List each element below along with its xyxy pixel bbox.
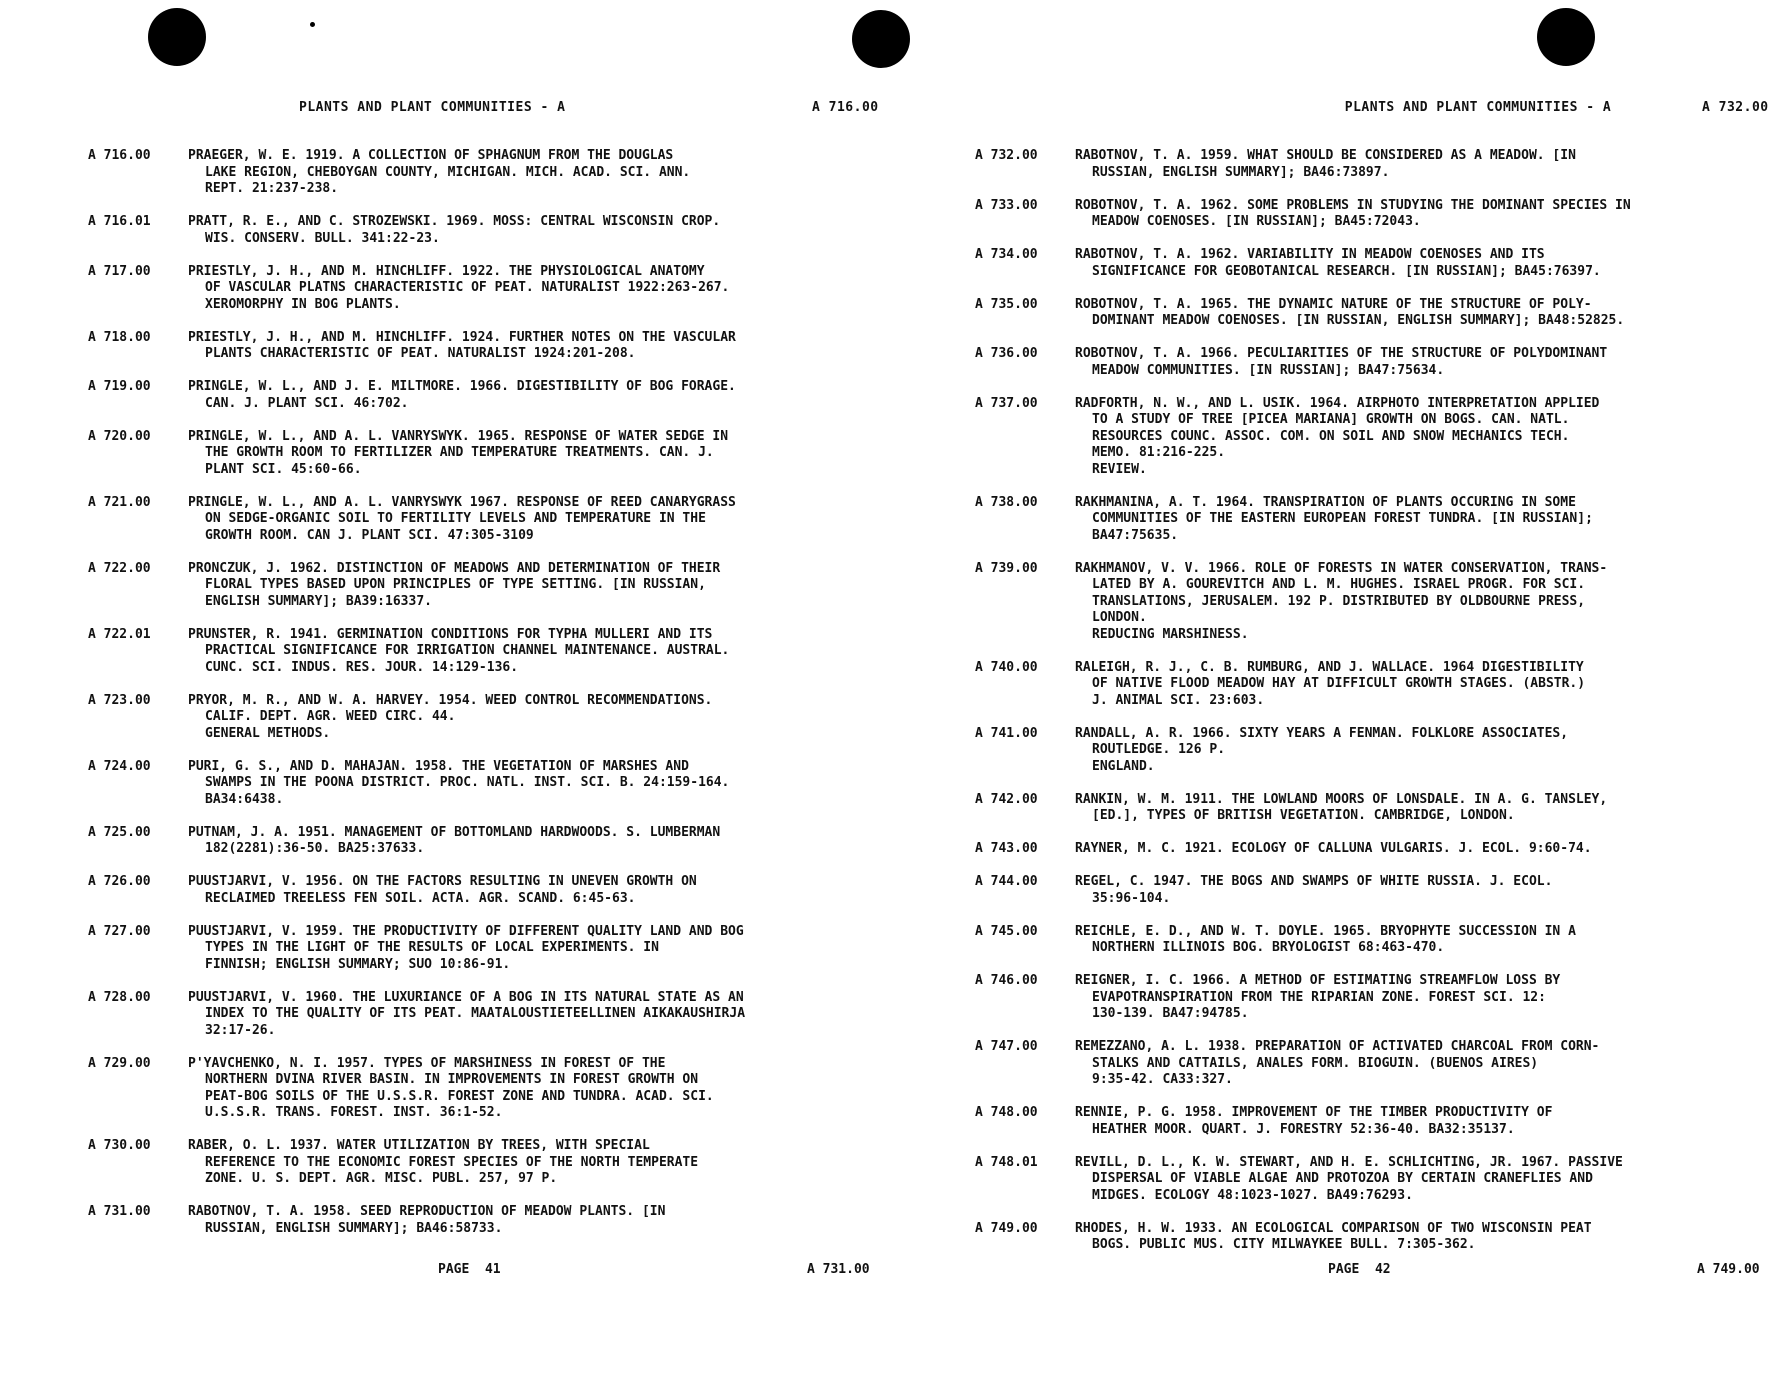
- bibliography-entry: [88, 825, 890, 858]
- bibliography-entry: [975, 561, 1777, 644]
- bibliography-entry: [88, 264, 890, 314]
- entry-number: A 748.00: [975, 1105, 1038, 1120]
- citation-line: ENGLISH SUMMARY]; BA39:16337.: [205, 593, 432, 609]
- entry-number: A 716.01: [88, 214, 151, 229]
- citation-line: ROBOTNOV, T. A. 1966. PECULIARITIES OF THE STRUCTURE OF POLYDOMINANT: [1075, 346, 1608, 361]
- entry-citation: [1075, 874, 1777, 907]
- entry-citation: [1075, 924, 1777, 957]
- entry-citation: [1075, 660, 1777, 710]
- punch-hole: [1537, 8, 1595, 66]
- entry-citation: [188, 495, 890, 545]
- citation-line: PRINGLE, W. L., AND A. L. VANRYSWYK. 1965. RESPONSE OF WATER SEDGE IN: [188, 428, 729, 444]
- bibliography-entry: [975, 495, 1777, 545]
- entry-citation: [188, 214, 890, 247]
- citation-line: PRIESTLY, J. H., AND M. HINCHLIFF. 1922. THE PHYSIOLOGICAL ANATOMY: [188, 263, 705, 279]
- entry-citation: [1075, 495, 1777, 545]
- page-header-code: A 732.00: [1702, 100, 1769, 115]
- citation-line: RALEIGH, R. J., C. B. RUMBURG, AND J. WALLACE. 1964 DIGESTIBILITY: [1075, 659, 1584, 675]
- citation-line: WIS. CONSERV. BULL. 341:22-23.: [205, 230, 440, 246]
- entry-number: A 746.00: [975, 973, 1038, 988]
- citation-line: RAYNER, M. C. 1921. ECOLOGY OF CALLUNA VULGARIS. J. ECOL. 9:60-74.: [1075, 841, 1592, 856]
- speck: [310, 22, 315, 27]
- entry-number: A 726.00: [88, 874, 151, 889]
- citation-line: OF NATIVE FLOOD MEADOW HAY AT DIFFICULT GROWTH STAGES. (ABSTR.): [1092, 676, 1586, 691]
- bibliography-entry: [88, 759, 890, 809]
- bibliography-entry: [88, 148, 890, 198]
- citation-line: ROBOTNOV, T. A. 1962. SOME PROBLEMS IN STUDYING THE DOMINANT SPECIES IN: [1075, 197, 1631, 213]
- page-footer-number: PAGE 41: [438, 1262, 501, 1277]
- entry-citation: [188, 627, 890, 677]
- citation-line: REPT. 21:237-238.: [205, 181, 339, 196]
- bibliography-entry: [88, 1204, 890, 1237]
- citation-line: RANDALL, A. R. 1966. SIXTY YEARS A FENMAN. FOLKLORE ASSOCIATES,: [1075, 725, 1569, 741]
- entry-number: A 718.00: [88, 329, 151, 345]
- bibliography-entry: [975, 1105, 1777, 1138]
- citation-line: REVILL, D. L., K. W. STEWART, AND H. E. SCHLICHTING, JR. 1967. PASSIVE: [1075, 1154, 1623, 1170]
- entry-number: A 722.00: [88, 560, 151, 576]
- citation-line: P'YAVCHENKO, N. I. 1957. TYPES OF MARSHINESS IN FOREST OF THE: [188, 1055, 666, 1071]
- citation-line: BOGS. PUBLIC MUS. CITY MILWAYKEE BULL. 7:305-362.: [1092, 1237, 1476, 1252]
- entry-number: A 717.00: [88, 263, 151, 279]
- citation-line: HEATHER MOOR. QUART. J. FORESTRY 52:36-40. BA32:35137.: [1092, 1121, 1515, 1137]
- citation-line: TYPES IN THE LIGHT OF THE RESULTS OF LOCAL EXPERIMENTS. IN: [205, 940, 659, 955]
- bibliography-entry: [88, 495, 890, 545]
- citation-line: REMEZZANO, A. L. 1938. PREPARATION OF ACTIVATED CHARCOAL FROM CORN-: [1075, 1039, 1600, 1054]
- citation-line: BA47:75635.: [1092, 527, 1179, 543]
- entry-number: A 721.00: [88, 494, 151, 510]
- citation-line: PRINGLE, W. L., AND J. E. MILTMORE. 1966. DIGESTIBILITY OF BOG FORAGE.: [188, 379, 736, 394]
- entry-number: A 749.00: [975, 1220, 1038, 1236]
- entry-citation: [188, 264, 890, 314]
- citation-line: SWAMPS IN THE POONA DISTRICT. PROC. NATL. INST. SCI. B. 24:159-164.: [205, 775, 730, 790]
- entry-number: A 728.00: [88, 989, 151, 1005]
- page-header-code: A 716.00: [812, 100, 879, 115]
- entry-citation: [1075, 148, 1777, 181]
- citation-line: MEADOW COMMUNITIES. [IN RUSSIAN]; BA47:75634.: [1092, 362, 1445, 378]
- citation-line: ENGLAND.: [1092, 758, 1155, 774]
- entry-citation: [1075, 247, 1777, 280]
- citation-line: NORTHERN ILLINOIS BOG. BRYOLOGIST 68:463-470.: [1092, 940, 1445, 955]
- entry-number: A 725.00: [88, 824, 151, 840]
- bibliography-entry: [88, 379, 890, 412]
- citation-line: MIDGES. ECOLOGY 48:1023-1027. BA49:76293.: [1092, 1187, 1413, 1203]
- citation-line: TRANSLATIONS, JERUSALEM. 192 P. DISTRIBUTED BY OLDBOURNE PRESS,: [1092, 593, 1586, 609]
- citation-line: PRONCZUK, J. 1962. DISTINCTION OF MEADOWS AND DETERMINATION OF THEIR: [188, 560, 721, 576]
- citation-line: LAKE REGION, CHEBOYGAN COUNTY, MICHIGAN. MICH. ACAD. SCI. ANN.: [205, 164, 691, 180]
- entry-citation: [188, 924, 890, 974]
- entry-number: A 734.00: [975, 247, 1038, 262]
- citation-line: LONDON.: [1092, 610, 1147, 625]
- citation-line: INDEX TO THE QUALITY OF ITS PEAT. MAATALOUSTIETEELLINEN AIKAKAUSHIRJA: [205, 1006, 746, 1021]
- citation-line: 130-139. BA47:94785.: [1092, 1006, 1249, 1021]
- entry-number: A 738.00: [975, 494, 1038, 510]
- citation-line: THE GROWTH ROOM TO FERTILIZER AND TEMPERATURE TREATMENTS. CAN. J.: [205, 445, 714, 460]
- bibliography-entry: [88, 990, 890, 1040]
- citation-line: GENERAL METHODS.: [205, 725, 331, 741]
- entry-number: A 731.00: [88, 1204, 151, 1219]
- entry-list: [975, 148, 1777, 1270]
- citation-line: GROWTH ROOM. CAN J. PLANT SCI. 47:305-3109: [205, 527, 534, 543]
- entry-citation: [1075, 1221, 1777, 1254]
- entry-number: A 719.00: [88, 379, 151, 394]
- citation-line: NORTHERN DVINA RIVER BASIN. IN IMPROVEMENTS IN FOREST GROWTH ON: [205, 1072, 699, 1087]
- citation-line: RABOTNOV, T. A. 1959. WHAT SHOULD BE CONSIDERED AS A MEADOW. [IN: [1075, 148, 1576, 163]
- citation-line: PRATT, R. E., AND C. STROZEWSKI. 1969. MOSS: CENTRAL WISCONSIN CROP.: [188, 214, 721, 229]
- citation-line: PURI, G. S., AND D. MAHAJAN. 1958. THE VEGETATION OF MARSHES AND: [188, 758, 689, 774]
- entry-number: A 724.00: [88, 758, 151, 774]
- citation-line: 9:35-42. CA33:327.: [1092, 1072, 1233, 1087]
- citation-line: XEROMORPHY IN BOG PLANTS.: [205, 296, 401, 312]
- bibliography-entry: [88, 1138, 890, 1188]
- entry-citation: [188, 561, 890, 611]
- bibliography-entry: [975, 346, 1777, 379]
- citation-line: RABER, O. L. 1937. WATER UTILIZATION BY TREES, WITH SPECIAL: [188, 1138, 650, 1153]
- punch-hole: [148, 8, 206, 66]
- citation-line: REFERENCE TO THE ECONOMIC FOREST SPECIES OF THE NORTH TEMPERATE: [205, 1154, 699, 1170]
- citation-line: PUUSTJARVI, V. 1959. THE PRODUCTIVITY OF DIFFERENT QUALITY LAND AND BOG: [188, 923, 744, 939]
- bibliography-entry: [88, 330, 890, 363]
- bibliography-entry: [975, 1039, 1777, 1089]
- citation-line: RENNIE, P. G. 1958. IMPROVEMENT OF THE TIMBER PRODUCTIVITY OF: [1075, 1105, 1553, 1120]
- entry-citation: [188, 148, 890, 198]
- citation-line: RESOURCES COUNC. ASSOC. COM. ON SOIL AND SNOW MECHANICS TECH.: [1092, 428, 1570, 444]
- citation-line: RABOTNOV, T. A. 1958. SEED REPRODUCTION OF MEADOW PLANTS. [IN: [188, 1204, 666, 1219]
- bibliography-entry: [975, 924, 1777, 957]
- citation-line: ROBOTNOV, T. A. 1965. THE DYNAMIC NATURE OF THE STRUCTURE OF POLY-: [1075, 296, 1592, 312]
- bibliography-entry: [975, 297, 1777, 330]
- page-header-title: PLANTS AND PLANT COMMUNITIES - A: [299, 100, 566, 115]
- citation-line: RABOTNOV, T. A. 1962. VARIABILITY IN MEADOW COENOSES AND ITS: [1075, 247, 1545, 262]
- entry-number: A 723.00: [88, 692, 151, 708]
- entry-citation: [188, 1204, 890, 1237]
- citation-line: OF VASCULAR PLATNS CHARACTERISTIC OF PEAT. NATURALIST 1922:263-267.: [205, 280, 730, 295]
- entry-number: A 745.00: [975, 923, 1038, 939]
- bibliography-entry: [88, 874, 890, 907]
- citation-line: PRAEGER, W. E. 1919. A COLLECTION OF SPHAGNUM FROM THE DOUGLAS: [188, 148, 674, 163]
- entry-citation: [188, 874, 890, 907]
- citation-line: CALIF. DEPT. AGR. WEED CIRC. 44.: [205, 709, 456, 724]
- citation-line: [ED.], TYPES OF BRITISH VEGETATION. CAMBRIDGE, LONDON.: [1092, 808, 1515, 823]
- right-page: [895, 0, 1791, 1380]
- citation-line: RUSSIAN, ENGLISH SUMMARY]; BA46:58733.: [205, 1220, 503, 1236]
- entry-citation: [1075, 198, 1777, 231]
- entry-citation: [1075, 561, 1777, 644]
- citation-line: REDUCING MARSHINESS.: [1092, 626, 1249, 642]
- citation-line: ROUTLEDGE. 126 P.: [1092, 742, 1226, 757]
- citation-line: MEADOW COENOSES. [IN RUSSIAN]; BA45:72043.: [1092, 214, 1421, 229]
- bibliography-entry: [975, 841, 1777, 858]
- bibliography-entry: [975, 148, 1777, 181]
- citation-line: REVIEW.: [1092, 461, 1147, 477]
- citation-line: CUNC. SCI. INDUS. RES. JOUR. 14:129-136.: [205, 659, 519, 675]
- entry-number: A 740.00: [975, 659, 1038, 675]
- bibliography-entry: [975, 247, 1777, 280]
- citation-line: PRYOR, M. R., AND W. A. HARVEY. 1954. WEED CONTROL RECOMMENDATIONS.: [188, 692, 713, 708]
- citation-line: PRACTICAL SIGNIFICANCE FOR IRRIGATION CHANNEL MAINTENANCE. AUSTRAL.: [205, 643, 730, 658]
- entry-citation: [1075, 726, 1777, 776]
- entry-citation: [1075, 841, 1777, 858]
- citation-line: J. ANIMAL SCI. 23:603.: [1092, 692, 1265, 708]
- bibliography-entry: [975, 396, 1777, 479]
- entry-citation: [188, 693, 890, 743]
- citation-line: PRUNSTER, R. 1941. GERMINATION CONDITIONS FOR TYPHA MULLERI AND ITS: [188, 626, 713, 642]
- citation-line: DOMINANT MEADOW COENOSES. [IN RUSSIAN, ENGLISH SUMMARY]; BA48:52825.: [1092, 313, 1625, 328]
- entry-number: A 732.00: [975, 148, 1038, 163]
- entry-number: A 739.00: [975, 560, 1038, 576]
- citation-line: PLANT SCI. 45:60-66.: [205, 461, 362, 477]
- citation-line: REICHLE, E. D., AND W. T. DOYLE. 1965. BRYOPHYTE SUCCESSION IN A: [1075, 923, 1576, 939]
- bibliography-entry: [88, 627, 890, 677]
- citation-line: CAN. J. PLANT SCI. 46:702.: [205, 395, 409, 411]
- citation-line: RADFORTH, N. W., AND L. USIK. 1964. AIRPHOTO INTERPRETATION APPLIED: [1075, 395, 1600, 411]
- citation-line: RAKHMANOV, V. V. 1966. ROLE OF FORESTS IN WATER CONSERVATION, TRANS-: [1075, 560, 1608, 576]
- entry-number: A 733.00: [975, 197, 1038, 213]
- entry-citation: [188, 330, 890, 363]
- left-page: [0, 0, 895, 1380]
- citation-line: PUUSTJARVI, V. 1960. THE LUXURIANCE OF A BOG IN ITS NATURAL STATE AS AN: [188, 989, 744, 1005]
- entry-citation: [188, 759, 890, 809]
- page-footer-code: A 749.00: [1697, 1262, 1760, 1277]
- citation-line: RECLAIMED TREELESS FEN SOIL. ACTA. AGR. SCAND. 6:45-63.: [205, 890, 636, 906]
- citation-line: PRINGLE, W. L., AND A. L. VANRYSWYK 1967. RESPONSE OF REED CANARYGRASS: [188, 494, 736, 510]
- citation-line: DISPERSAL OF VIABLE ALGAE AND PROTOZOA BY CERTAIN CRANEFLIES AND: [1092, 1171, 1593, 1186]
- citation-line: LATED BY A. GOUREVITCH AND L. M. HUGHES. ISRAEL PROGR. FOR SCI.: [1092, 577, 1586, 592]
- bibliography-entry: [88, 561, 890, 611]
- entry-citation: [188, 379, 890, 412]
- citation-line: EVAPOTRANSPIRATION FROM THE RIPARIAN ZONE. FOREST SCI. 12:: [1092, 989, 1546, 1005]
- entry-number: A 737.00: [975, 395, 1038, 411]
- citation-line: U.S.S.R. TRANS. FOREST. INST. 36:1-52.: [205, 1105, 503, 1120]
- bibliography-entry: [88, 429, 890, 479]
- entry-citation: [1075, 1039, 1777, 1089]
- bibliography-entry: [975, 726, 1777, 776]
- entry-citation: [1075, 396, 1777, 479]
- entry-citation: [1075, 1105, 1777, 1138]
- citation-line: MEMO. 81:216-225.: [1092, 445, 1226, 460]
- citation-line: PLANTS CHARACTERISTIC OF PEAT. NATURALIST 1924:201-208.: [205, 346, 636, 361]
- entry-number: A 727.00: [88, 923, 151, 939]
- entry-number: A 722.01: [88, 626, 151, 642]
- citation-line: TO A STUDY OF TREE [PICEA MARIANA] GROWTH ON BOGS. CAN. NATL.: [1092, 412, 1570, 427]
- entry-number: A 735.00: [975, 296, 1038, 312]
- bibliography-entry: [975, 198, 1777, 231]
- citation-line: RUSSIAN, ENGLISH SUMMARY]; BA46:73897.: [1092, 164, 1390, 180]
- bibliography-entry: [88, 214, 890, 247]
- bibliography-entry: [88, 924, 890, 974]
- entry-list: [88, 148, 890, 1254]
- page-footer-number: PAGE 42: [1328, 1262, 1391, 1277]
- citation-line: PRIESTLY, J. H., AND M. HINCHLIFF. 1924. FURTHER NOTES ON THE VASCULAR: [188, 329, 736, 345]
- bibliography-entry: [975, 660, 1777, 710]
- entry-citation: [188, 429, 890, 479]
- citation-line: ON SEDGE-ORGANIC SOIL TO FERTILITY LEVELS AND TEMPERATURE IN THE: [205, 511, 706, 526]
- entry-number: A 743.00: [975, 841, 1038, 856]
- citation-line: PUTNAM, J. A. 1951. MANAGEMENT OF BOTTOMLAND HARDWOODS. S. LUMBERMAN: [188, 824, 721, 840]
- citation-line: COMMUNITIES OF THE EASTERN EUROPEAN FOREST TUNDRA. [IN RUSSIAN];: [1092, 511, 1593, 526]
- page-footer-code: A 731.00: [807, 1262, 870, 1277]
- citation-line: REIGNER, I. C. 1966. A METHOD OF ESTIMATING STREAMFLOW LOSS BY: [1075, 973, 1561, 988]
- bibliography-entry: [88, 693, 890, 743]
- entry-citation: [188, 825, 890, 858]
- entry-number: A 744.00: [975, 874, 1038, 889]
- bibliography-entry: [975, 792, 1777, 825]
- entry-number: A 730.00: [88, 1138, 151, 1153]
- entry-citation: [1075, 346, 1777, 379]
- citation-line: STALKS AND CATTAILS, ANALES FORM. BIOGUIN. (BUENOS AIRES): [1092, 1055, 1539, 1071]
- citation-line: FLORAL TYPES BASED UPON PRINCIPLES OF TYPE SETTING. [IN RUSSIAN,: [205, 577, 706, 592]
- citation-line: 182(2281):36-50. BA25:37633.: [205, 841, 425, 856]
- entry-citation: [1075, 792, 1777, 825]
- bibliography-entry: [88, 1056, 890, 1122]
- citation-line: BA34:6438.: [205, 791, 284, 807]
- citation-line: PEAT-BOG SOILS OF THE U.S.S.R. FOREST ZONE AND TUNDRA. ACAD. SCI.: [205, 1088, 714, 1104]
- page-header-title: PLANTS AND PLANT COMMUNITIES - A: [1344, 100, 1612, 115]
- citation-line: PUUSTJARVI, V. 1956. ON THE FACTORS RESULTING IN UNEVEN GROWTH ON: [188, 874, 697, 889]
- entry-citation: [188, 990, 890, 1040]
- entry-citation: [1075, 973, 1777, 1023]
- entry-number: A 720.00: [88, 428, 151, 444]
- citation-line: REGEL, C. 1947. THE BOGS AND SWAMPS OF WHITE RUSSIA. J. ECOL.: [1075, 874, 1553, 889]
- bibliography-entry: [975, 1155, 1777, 1205]
- entry-number: A 729.00: [88, 1055, 151, 1071]
- entry-number: A 741.00: [975, 725, 1038, 741]
- citation-line: FINNISH; ENGLISH SUMMARY; SUO 10:86-91.: [205, 956, 511, 972]
- entry-citation: [188, 1056, 890, 1122]
- entry-citation: [188, 1138, 890, 1188]
- citation-line: RHODES, H. W. 1933. AN ECOLOGICAL COMPARISON OF TWO WISCONSIN PEAT: [1075, 1220, 1592, 1236]
- entry-citation: [1075, 297, 1777, 330]
- entry-number: A 747.00: [975, 1039, 1038, 1054]
- citation-line: 32:17-26.: [205, 1022, 276, 1038]
- entry-number: A 736.00: [975, 346, 1038, 361]
- citation-line: ZONE. U. S. DEPT. AGR. MISC. PUBL. 257, 97 P.: [205, 1171, 558, 1186]
- entry-citation: [1075, 1155, 1777, 1205]
- citation-line: RAKHMANINA, A. T. 1964. TRANSPIRATION OF PLANTS OCCURING IN SOME: [1075, 494, 1576, 510]
- citation-line: SIGNIFICANCE FOR GEOBOTANICAL RESEARCH. [IN RUSSIAN]; BA45:76397.: [1092, 263, 1601, 279]
- entry-number: A 716.00: [88, 148, 151, 163]
- entry-number: A 742.00: [975, 791, 1038, 807]
- citation-line: 35:96-104.: [1092, 890, 1171, 906]
- citation-line: RANKIN, W. M. 1911. THE LOWLAND MOORS OF LONSDALE. IN A. G. TANSLEY,: [1075, 791, 1608, 807]
- bibliography-entry: [975, 874, 1777, 907]
- bibliography-entry: [975, 1221, 1777, 1254]
- entry-number: A 748.01: [975, 1154, 1038, 1170]
- bibliography-entry: [975, 973, 1777, 1023]
